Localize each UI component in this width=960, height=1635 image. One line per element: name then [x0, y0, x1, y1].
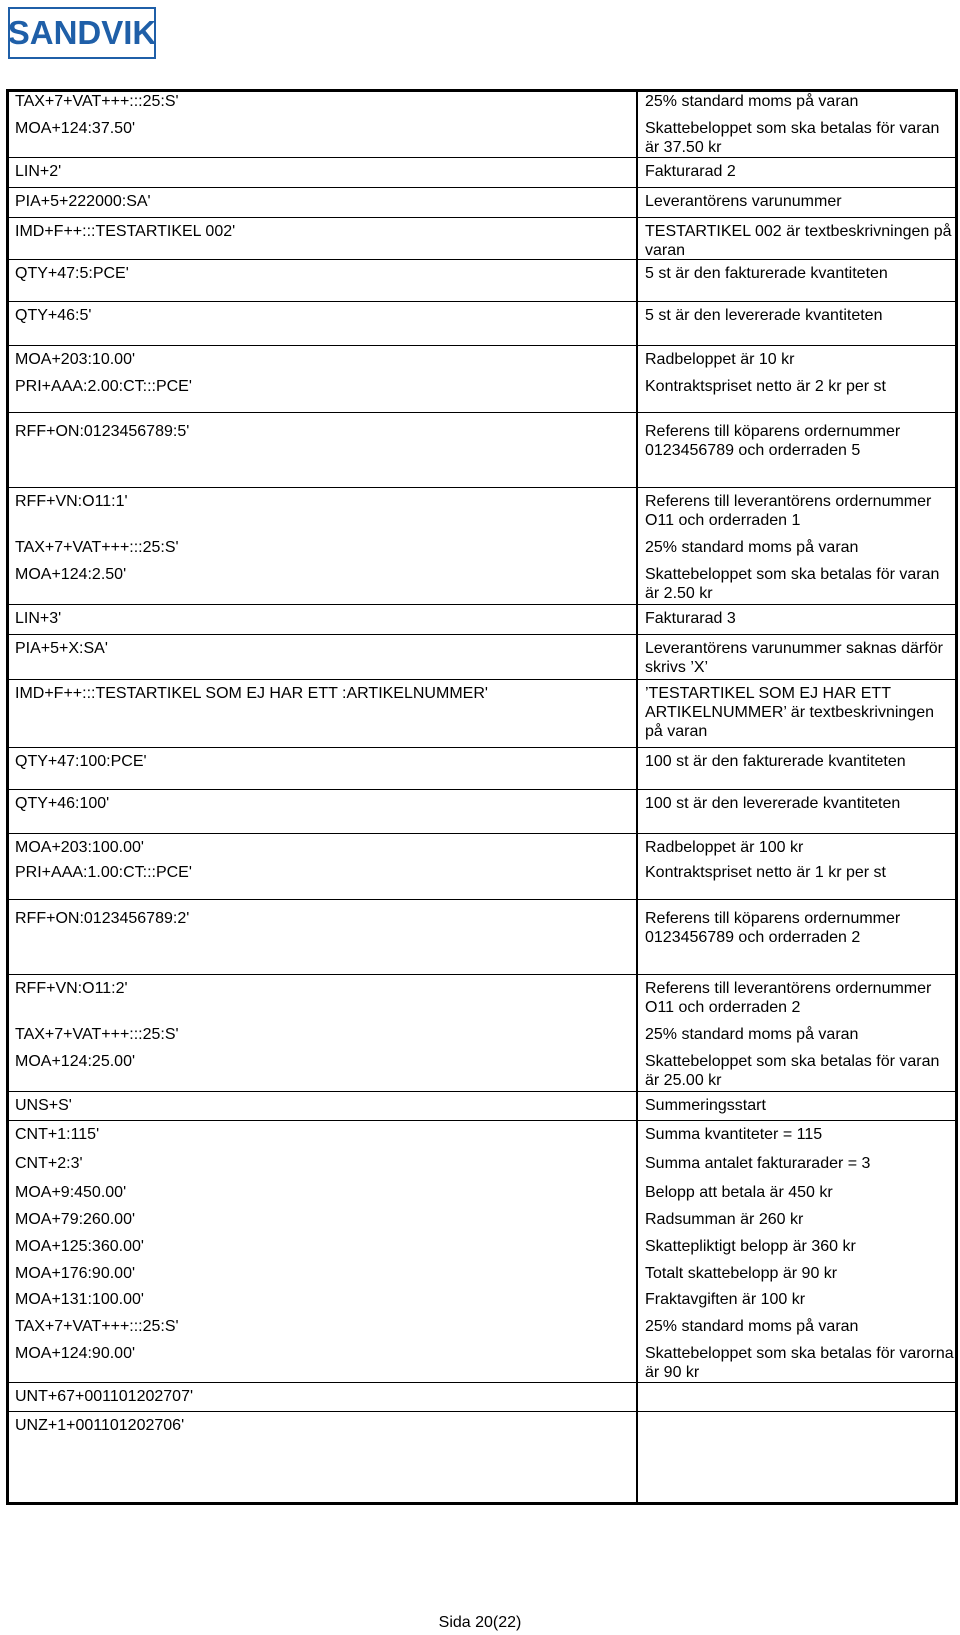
row-rule: [9, 187, 955, 188]
row-rule: [9, 217, 955, 218]
segment-description: Leverantörens varunummer: [645, 193, 842, 210]
segment-code: RFF+VN:O11:1': [15, 493, 128, 510]
segment-code: LIN+3': [15, 610, 62, 627]
segment-code: MOA+203:10.00': [15, 351, 136, 368]
segment-code: TAX+7+VAT+++:::25:S': [15, 1318, 179, 1335]
segment-code: MOA+124:25.00': [15, 1053, 136, 1070]
segment-description: Summa kvantiteter = 115: [645, 1126, 823, 1143]
segment-code: QTY+47:5:PCE': [15, 265, 129, 282]
segment-code: PIA+5+X:SA': [15, 640, 108, 657]
segment-code: QTY+47:100:PCE': [15, 753, 147, 770]
segment-description: Skattebeloppet som ska betalas för varorna är 90 kr: [645, 1345, 954, 1381]
segment-code: RFF+ON:0123456789:5': [15, 423, 190, 440]
row-rule: [9, 345, 955, 346]
segment-description: 5 st är den levererade kvantiteten: [645, 307, 883, 324]
segment-description: 25% standard moms på varan: [645, 93, 859, 110]
segment-description: 25% standard moms på varan: [645, 1026, 859, 1043]
segment-description: Skattepliktigt belopp är 360 kr: [645, 1238, 856, 1255]
segment-code: PRI+AAA:1.00:CT:::PCE': [15, 864, 192, 881]
segment-code: IMD+F++:::TESTARTIKEL SOM EJ HAR ETT :ARTIKELNUMMER': [15, 685, 488, 702]
segment-description: Radbeloppet är 10 kr: [645, 351, 795, 368]
row-rule: [9, 974, 955, 975]
segment-code: CNT+2:3': [15, 1155, 83, 1172]
segment-code: UNT+67+001101202707': [15, 1388, 194, 1405]
segment-description: Fakturarad 3: [645, 610, 736, 627]
segment-description: Kontraktspriset netto är 2 kr per st: [645, 378, 886, 395]
segment-description: Skattebeloppet som ska betalas för varan är 37.50 kr: [645, 120, 940, 156]
row-rule: [9, 1382, 955, 1383]
row-rule: [9, 487, 955, 488]
segment-description: 100 st är den levererade kvantiteten: [645, 795, 901, 812]
segment-description: Fakturarad 2: [645, 163, 736, 180]
segment-code: MOA+124:2.50': [15, 566, 127, 583]
segment-description: Referens till leverantörens ordernummer O11 och orderraden 1: [645, 493, 932, 529]
segment-code: PRI+AAA:2.00:CT:::PCE': [15, 378, 192, 395]
row-rule: [9, 789, 955, 790]
row-rule: [9, 1411, 955, 1412]
page-number: Sida 20(22): [438, 1614, 522, 1631]
segment-code: TAX+7+VAT+++:::25:S': [15, 1026, 179, 1043]
segment-description: ’TESTARTIKEL SOM EJ HAR ETT ARTIKELNUMMER’ är textbeskrivningen på varan: [645, 685, 934, 740]
segment-code: TAX+7+VAT+++:::25:S': [15, 539, 179, 556]
row-rule: [9, 1091, 955, 1092]
segment-description: Belopp att betala är 450 kr: [645, 1184, 833, 1201]
segment-description: Fraktavgiften är 100 kr: [645, 1291, 806, 1308]
segment-code: RFF+VN:O11:2': [15, 980, 128, 997]
segment-description: Summeringsstart: [645, 1097, 766, 1114]
segment-code: UNZ+1+001101202706': [15, 1417, 185, 1434]
segment-description: Referens till köparens ordernummer 0123456789 och orderraden 5: [645, 423, 901, 459]
logo-text: SANDVIK: [7, 14, 157, 51]
row-rule: [9, 833, 955, 834]
segment-description: Summa antalet fakturarader = 3: [645, 1155, 871, 1172]
segment-code: QTY+46:100': [15, 795, 110, 812]
segment-description: Referens till köparens ordernummer 0123456789 och orderraden 2: [645, 910, 901, 946]
segment-code: RFF+ON:0123456789:2': [15, 910, 190, 927]
segment-code: LIN+2': [15, 163, 62, 180]
segment-description: 25% standard moms på varan: [645, 1318, 859, 1335]
segment-code: MOA+79:260.00': [15, 1211, 136, 1228]
segment-description: Kontraktspriset netto är 1 kr per st: [645, 864, 886, 881]
segment-code: MOA+124:37.50': [15, 120, 136, 137]
column-divider: [636, 92, 638, 1502]
segment-code: IMD+F++:::TESTARTIKEL 002': [15, 223, 236, 240]
segment-description: 25% standard moms på varan: [645, 539, 859, 556]
row-rule: [9, 634, 955, 635]
segment-code: UNS+S': [15, 1097, 72, 1114]
segment-description: Skattebeloppet som ska betalas för varan är 2.50 kr: [645, 566, 940, 602]
row-rule: [9, 679, 955, 680]
segment-description: Skattebeloppet som ska betalas för varan är 25.00 kr: [645, 1053, 940, 1089]
segment-description: 100 st är den fakturerade kvantiteten: [645, 753, 906, 770]
segment-description: TESTARTIKEL 002 är textbeskrivningen på varan: [645, 223, 952, 259]
row-rule: [9, 899, 955, 900]
segment-code: CNT+1:115': [15, 1126, 100, 1143]
row-rule: [9, 604, 955, 605]
segment-description: 5 st är den fakturerade kvantiteten: [645, 265, 888, 282]
segment-code: PIA+5+222000:SA': [15, 193, 151, 210]
segment-code: MOA+131:100.00': [15, 1291, 144, 1308]
segment-description: Totalt skattebelopp är 90 kr: [645, 1265, 838, 1282]
segment-code: TAX+7+VAT+++:::25:S': [15, 93, 179, 110]
edi-segment-table: [6, 89, 958, 1505]
row-rule: [9, 1120, 955, 1121]
row-rule: [9, 301, 955, 302]
row-rule: [9, 412, 955, 413]
segment-description: Radsumman är 260 kr: [645, 1211, 804, 1228]
segment-description: Referens till leverantörens ordernummer O11 och orderraden 2: [645, 980, 932, 1016]
row-rule: [9, 259, 955, 260]
segment-code: MOA+203:100.00': [15, 839, 144, 856]
segment-code: MOA+176:90.00': [15, 1265, 136, 1282]
row-rule: [9, 157, 955, 158]
segment-description: Radbeloppet är 100 kr: [645, 839, 804, 856]
segment-code: MOA+124:90.00': [15, 1345, 136, 1362]
segment-code: QTY+46:5': [15, 307, 92, 324]
segment-code: MOA+9:450.00': [15, 1184, 127, 1201]
segment-description: Leverantörens varunummer saknas därför skrivs ’X’: [645, 640, 943, 676]
row-rule: [9, 747, 955, 748]
segment-code: MOA+125:360.00': [15, 1238, 144, 1255]
sandvik-logo: [8, 7, 156, 59]
